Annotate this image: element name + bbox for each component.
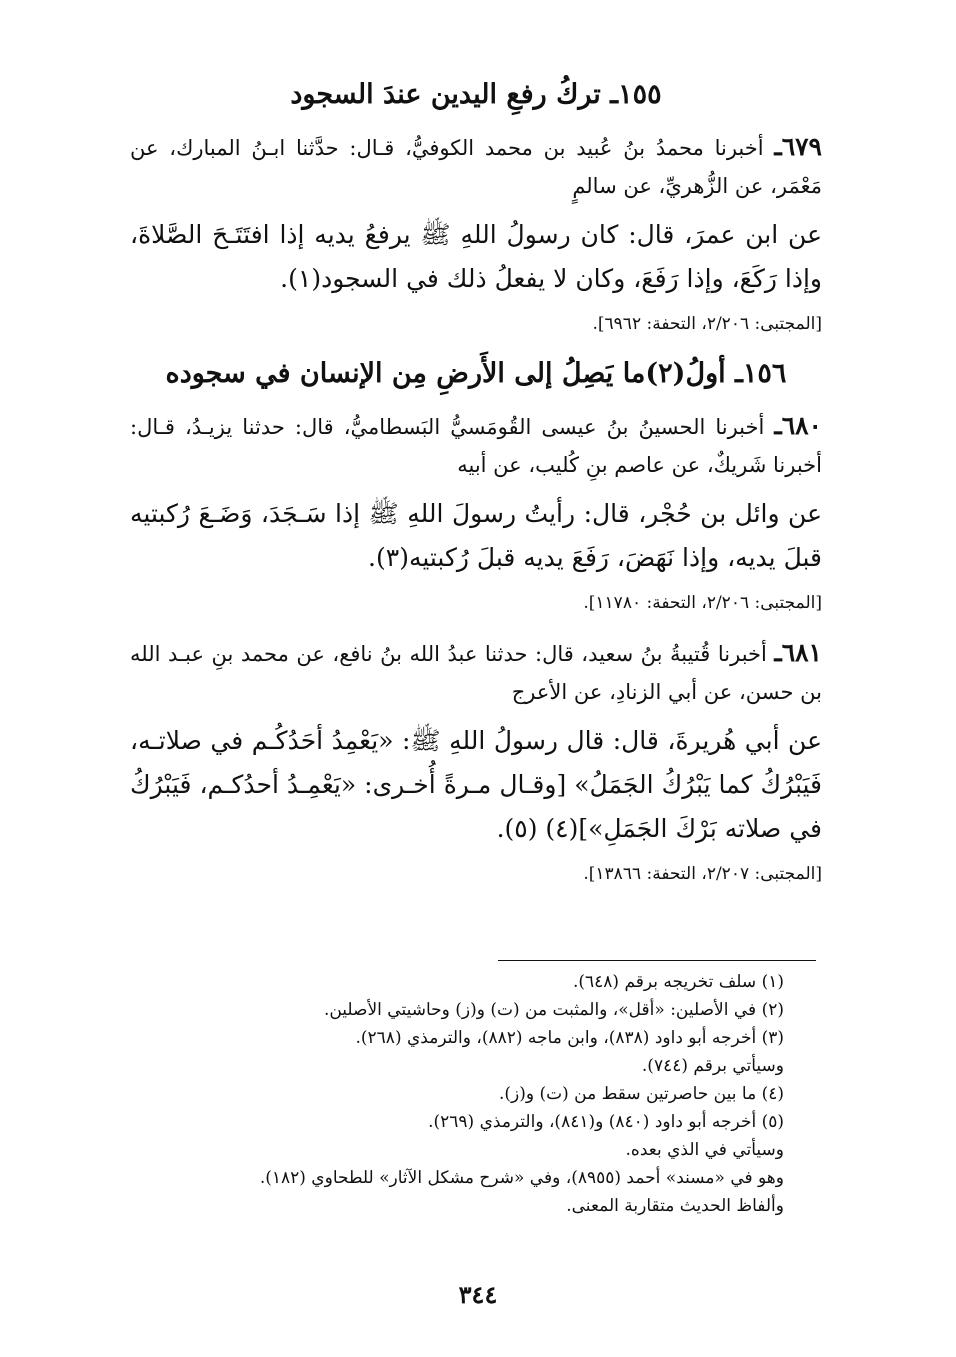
hadith-681-reference: [المجتبى: ٢/٢٠٧، التحفة: ١٣٨٦٦]. [583, 863, 822, 884]
footnote-3-continued: وسيأتي برقم (٧٤٤). [641, 1056, 784, 1076]
footnote-5-continued-3: وألفاظ الحديث متقاربة المعنى. [566, 1196, 784, 1216]
hadith-679-reference: [المجتبى: ٢/٢٠٦، التحفة: ٦٩٦٢]. [592, 313, 822, 334]
footnote-4: (٤) ما بين حاصرتين سقط من (ت) و(ز). [498, 1084, 784, 1104]
hadith-681-text: عن أبي هُريرةَ، قال: قال رسولُ اللهِ ﷺ: «يَعْمِدُ أحَدُكُـم في صلاتـه، فَيَبْرُكُ كما يَبْرُكُ الجَمَلُ» [وقـال مـرةً أُخـرى: «يَعْمِـدُ أحدُكـم، فَيَبْرُكُ في صلاته بَرْكَ الجَمَلِ»](٤) (٥). [130, 725, 822, 843]
hadith-680-text: عن وائل بن حُجْر، قال: رأيتُ رسولَ اللهِ ﷺ إذا سَـجَدَ، وَضَـعَ رُكبتيه قبلَ يديه، وإذا نَهَضَ، رَفَعَ يديه قبلَ رُكبتيه(٣). [130, 498, 822, 572]
hadith-679-text: عن ابن عمرَ، قال: كان رسولُ اللهِ ﷺ يرفعُ يديه إذا افتَتَـحَ الصَّلاةَ، وإذا رَكَعَ، وإذا رَفَعَ، وكان لا يفعلُ ذلك في السجود(١). [130, 219, 822, 293]
hadith-680-number: ٦٨٠ـ [774, 410, 822, 440]
footnote-divider [498, 960, 816, 961]
footnote-5-continued: وسيأتي في الذي بعده. [625, 1140, 784, 1160]
footnote-5: (٥) أخرجه أبو داود (٨٤٠) و(٨٤١)، والترمذي (٢٦٩). [428, 1112, 784, 1132]
chapter-title-156: ١٥٦ـ أولُ(٢)ما يَصِلُ إلى الأَرضِ مِن الإنسان في سجوده [165, 357, 787, 389]
page-number: ٣٤٤ [458, 1280, 498, 1309]
footnotes [180, 968, 784, 1220]
footnote-5-continued-2: وهو في «مسند» أحمد (٨٩٥٥)، وفي «شرح مشكل الآثار» للطحاوي (١٨٢). [259, 1168, 784, 1188]
hadith-680-reference: [المجتبى: ٢/٢٠٦، التحفة: ١١٧٨٠]. [583, 592, 822, 613]
footnote-1: (١) سلف تخريجه برقم (٦٤٨). [572, 972, 784, 992]
hadith-680-chain: أخبرنا الحسينُ بنُ عيسى القُومَسيُّ البَسطاميُّ، قال: حدثنا يزيـدُ، قـال: أخبرنا شَريكٌ، عن عاصم بنِ كُليب، عن أبيه [130, 414, 822, 477]
main-text [130, 70, 822, 905]
footnote-2: (٢) في الأصلين: «أقل»، والمثبت من (ت) و(ز) وحاشيتي الأصلين. [323, 1000, 784, 1020]
hadith-681-isnad [130, 634, 822, 711]
hadith-679-isnad [130, 128, 822, 205]
hadith-679-number: ٦٧٩ـ [774, 131, 822, 161]
hadith-681-chain: أخبرنا قُتيبةُ بنُ سعيد، قال: حدثنا عبدُ الله بنُ نافع، عن محمد بنِ عبـد الله بن حسن، عن أبي الزنادِ، عن الأعرج [130, 641, 822, 704]
hadith-681-number: ٦٨١ـ [774, 637, 822, 667]
hadith-680-isnad [130, 407, 822, 484]
footnote-3: (٣) أخرجه أبو داود (٨٣٨)، وابن ماجه (٨٨٢)، والترمذي (٢٦٨). [355, 1028, 784, 1048]
chapter-title-155: ١٥٥ـ تركُ رفعِ اليدين عندَ السجود [290, 79, 662, 110]
hadith-679-chain: أخبرنا محمدُ بنُ عُبيد بن محمد الكوفيُّ، قـال: حدَّثنا ابـنُ المبارك، عن مَعْمَر، عن الزُّهريِّ، عن سالمٍ [130, 135, 822, 198]
